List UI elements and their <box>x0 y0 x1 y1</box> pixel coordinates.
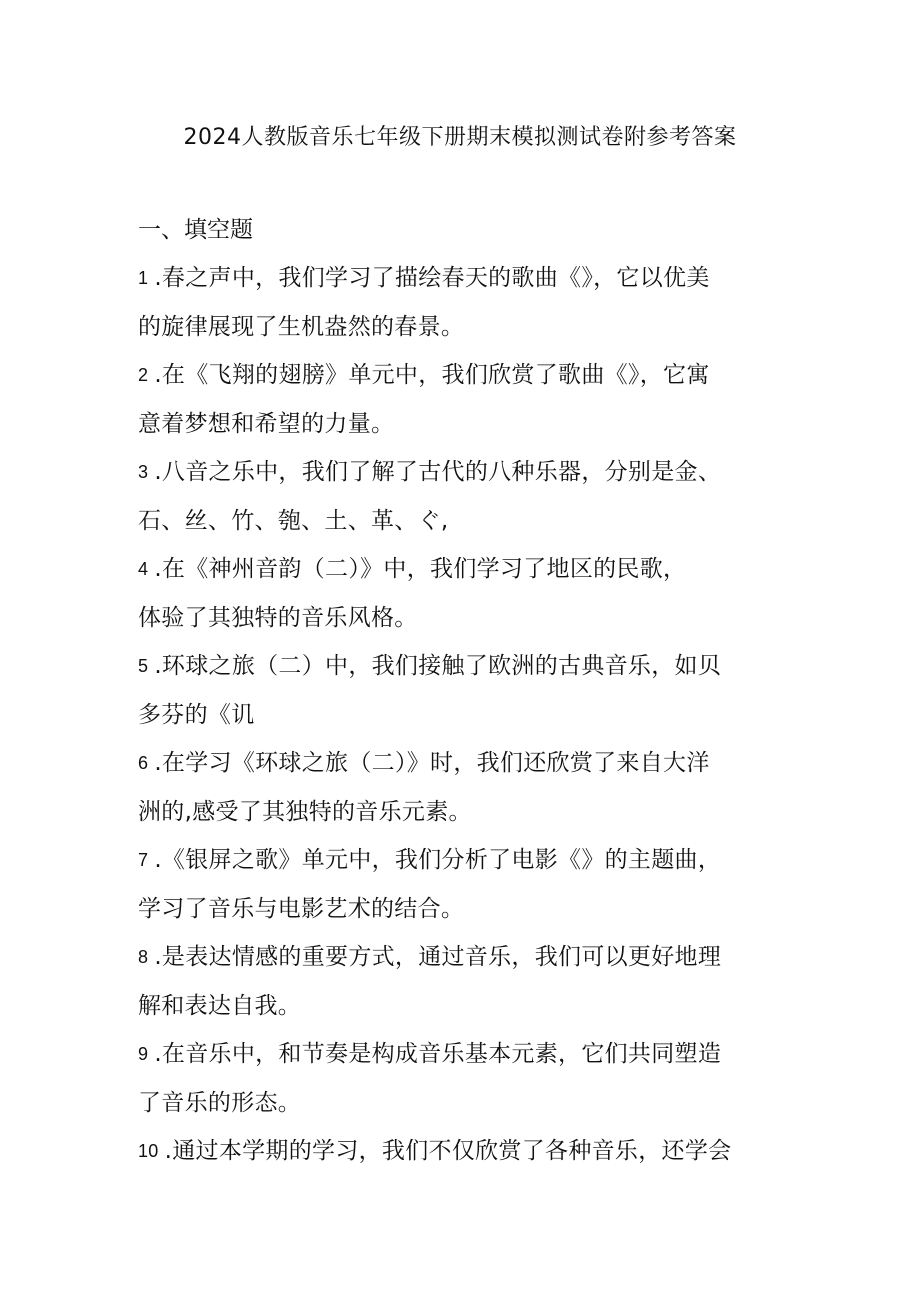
question-6-line-1 <box>138 747 710 779</box>
question-7-line-2: 学习了音乐与电影艺术的结合。 <box>138 896 465 922</box>
question-1-line-1 <box>138 262 710 294</box>
question-7-text-1: .《银屏之歌》单元中，我们分析了电影《》的主题曲， <box>154 847 722 873</box>
question-8-number: 8 <box>138 947 149 967</box>
question-1-number: 1 <box>138 268 149 288</box>
question-10-line-1 <box>138 1135 731 1167</box>
question-9-number: 9 <box>138 1044 149 1064</box>
question-3-line-1 <box>138 456 721 488</box>
question-1-text-1: .春之声中，我们学习了描绘春天的歌曲《》，它以优美 <box>154 265 710 291</box>
question-8-line-2: 解和表达自我。 <box>138 993 302 1019</box>
question-3-text-1: .八音之乐中，我们了解了古代的八种乐器，分别是金、 <box>154 459 722 485</box>
question-6-line-2: 洲的,感受了其独特的音乐元素。 <box>138 799 472 825</box>
page-title: 2024人教版音乐七年级下册期末模拟测试卷附参考答案 <box>183 125 737 150</box>
question-5-number: 5 <box>138 656 149 676</box>
question-7-number: 7 <box>138 850 149 870</box>
question-9-line-1 <box>138 1038 721 1070</box>
question-5-line-1 <box>138 650 721 682</box>
question-6-number: 6 <box>138 753 149 773</box>
question-4-line-1 <box>138 553 686 585</box>
question-4-text-1: .在《神州音韵（二）》中，我们学习了地区的民歌， <box>154 556 687 582</box>
question-3-line-2: 石、丝、竹、匏、土、革、ぐ, <box>138 508 449 534</box>
question-4-number: 4 <box>138 559 149 579</box>
question-2-text-1: .在《飞翔的翅膀》单元中，我们欣赏了歌曲《》，它寓 <box>154 362 710 388</box>
question-10-text-1: .通过本学期的学习，我们不仅欣赏了各种音乐，还学会 <box>164 1138 732 1164</box>
question-8-line-1 <box>138 941 721 973</box>
question-10-number: 10 <box>138 1141 159 1161</box>
question-9-line-2: 了音乐的形态。 <box>138 1090 302 1116</box>
question-5-text-1: .环球之旅（二）中，我们接触了欧洲的古典音乐，如贝 <box>154 653 722 679</box>
question-2-line-2: 意着梦想和希望的力量。 <box>138 411 395 437</box>
question-9-text-1: .在音乐中，和节奏是构成音乐基本元素，它们共同塑造 <box>154 1041 722 1067</box>
question-3-number: 3 <box>138 462 149 482</box>
question-2-line-1 <box>138 359 710 391</box>
question-2-number: 2 <box>138 365 149 385</box>
question-6-text-1: .在学习《环球之旅（二）》时，我们还欣赏了来自大洋 <box>154 750 710 776</box>
question-8-text-1: .是表达情感的重要方式，通过音乐，我们可以更好地理 <box>154 944 722 970</box>
question-5-line-2: 多芬的《讥 <box>138 702 255 728</box>
question-4-line-2: 体验了其独特的音乐风格。 <box>138 605 418 631</box>
section-heading: 一、填空题 <box>138 217 253 243</box>
question-7-line-1 <box>138 844 721 876</box>
question-1-line-2: 的旋律展现了生机盎然的春景。 <box>138 314 465 340</box>
